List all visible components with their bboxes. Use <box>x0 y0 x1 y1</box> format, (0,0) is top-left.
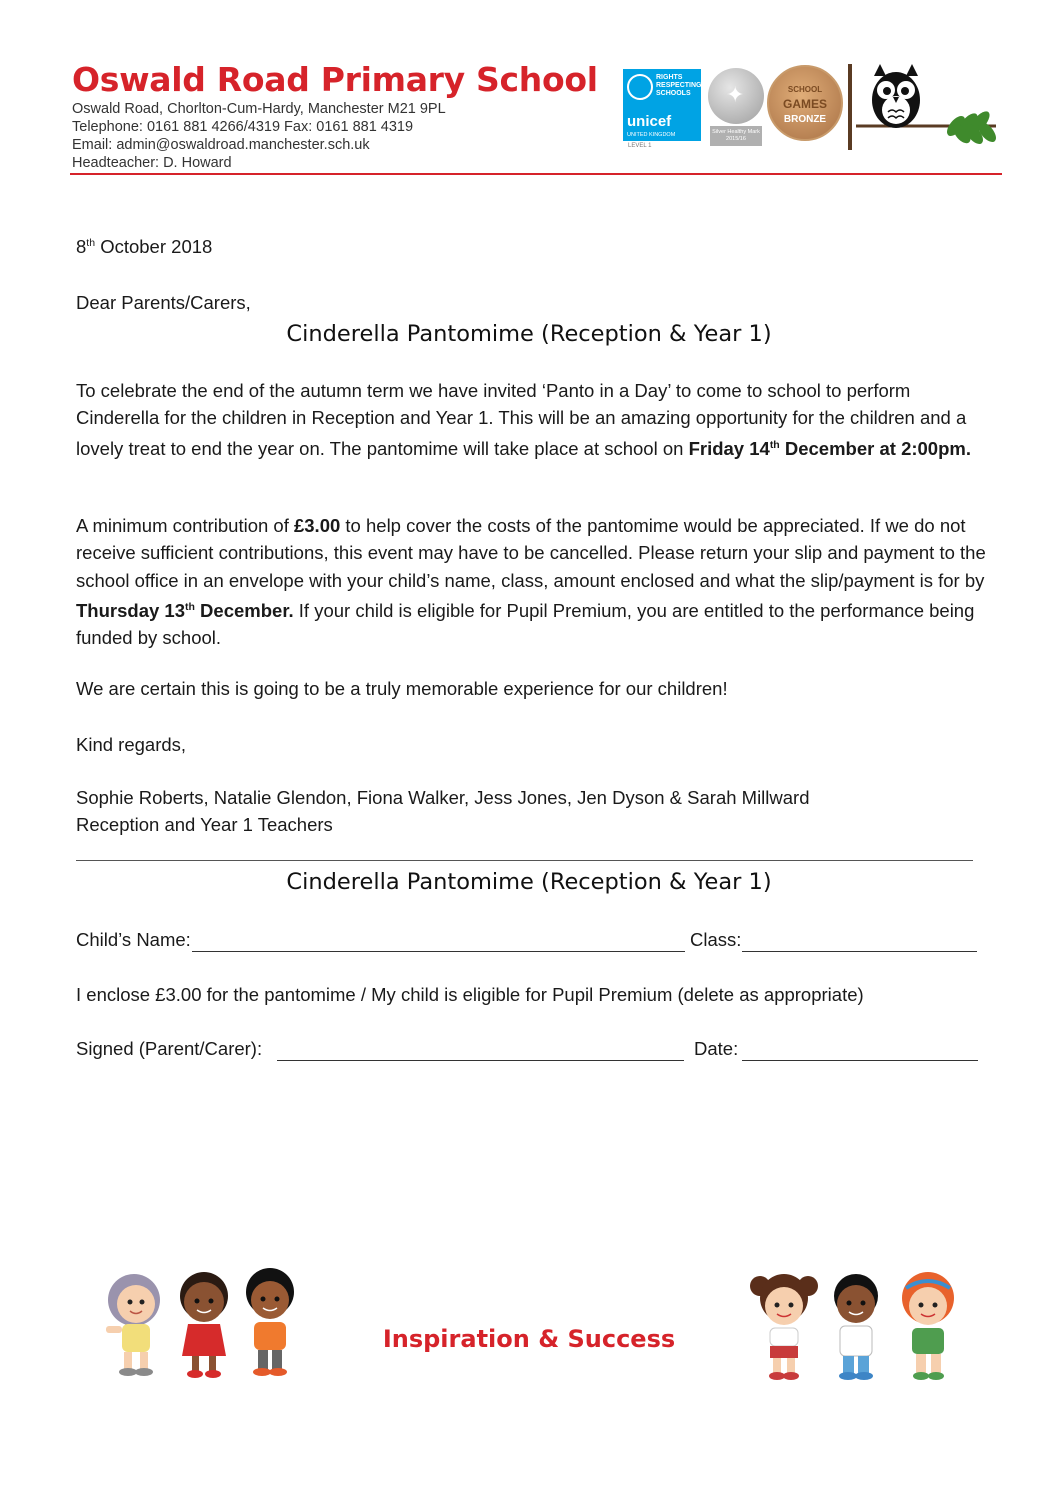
children-illustration-left-icon <box>96 1264 312 1384</box>
signatory-role: Reception and Year 1 Teachers <box>76 814 333 835</box>
school-address: Oswald Road, Chorlton-Cum-Hardy, Manchester M21 9PL <box>72 101 446 117</box>
deadline-day: Thursday 13 <box>76 600 185 622</box>
silver-award-tag: Silver Healthy Mark 2015/16 <box>710 126 762 146</box>
contribution-text-a: A minimum contribution of <box>76 515 294 536</box>
signoff: Kind regards, <box>76 734 187 755</box>
children-illustration-right-icon <box>746 1266 968 1390</box>
games-line3: BRONZE <box>783 114 827 125</box>
school-name: Oswald Road Primary School <box>72 60 598 99</box>
paragraph-intro <box>76 377 986 462</box>
deadline-suffix: th <box>185 600 195 613</box>
enclose-statement: I enclose £3.00 for the pantomime / My child is eligible for Pupil Premium (delete as appropriate) <box>76 984 864 1005</box>
event-date-suffix: th <box>769 438 780 451</box>
date-day: 8 <box>76 236 87 257</box>
event-date-rest: December at 2:00pm. <box>779 437 971 459</box>
unicef-subtitle: UNITED KINGDOM <box>627 132 676 138</box>
signatory-names: Sophie Roberts, Natalie Glendon, Fiona Walker, Jess Jones, Jen Dyson & Sarah Millward <box>76 787 810 808</box>
class-field[interactable] <box>742 951 977 952</box>
rrs-text: RIGHTS RESPECTING SCHOOLS <box>656 74 702 97</box>
slip-title: Cinderella Pantomime (Reception & Year 1) <box>286 869 772 895</box>
signature-field[interactable] <box>277 1060 684 1061</box>
globe-badge-icon <box>627 74 653 100</box>
rights-respecting-schools-logo <box>623 69 701 141</box>
healthy-schools-logo <box>708 68 764 124</box>
class-label: Class: <box>690 929 742 950</box>
letterhead <box>70 60 1004 178</box>
branch-post <box>848 64 852 150</box>
signatures <box>76 784 986 838</box>
headteacher: Headteacher: D. Howard <box>72 155 232 171</box>
greeting: Dear Parents/Carers, <box>76 292 251 313</box>
school-tagline: Inspiration & Success <box>382 1325 676 1353</box>
child-name-field[interactable] <box>192 951 685 952</box>
people-icon: ✦ <box>726 82 745 107</box>
games-line2: GAMES <box>782 97 827 111</box>
school-games-bronze-logo <box>767 65 843 141</box>
contribution-text-c: If your child is eligible for Pupil Premium, you are entitled to the performance being funded by school. <box>76 600 975 649</box>
unicef-wordmark: unicef <box>627 113 672 130</box>
paragraph-closing: We are certain this is going to be a truly memorable experience for our children! <box>76 678 728 699</box>
date-field[interactable] <box>742 1060 978 1061</box>
letter-date <box>76 236 212 258</box>
games-line1: SCHOOL <box>787 85 823 94</box>
event-date <box>689 438 971 459</box>
slip-cut-line <box>76 860 973 861</box>
school-telephone: Telephone: 0161 881 4266/4319 Fax: 0161 881 4319 <box>72 119 414 135</box>
return-deadline <box>76 600 294 621</box>
event-date-day: Friday 14 <box>688 437 770 459</box>
date-month-year: October 2018 <box>95 236 213 257</box>
child-name-row <box>76 929 978 953</box>
paragraph-contribution <box>76 512 986 652</box>
contribution-amount: £3.00 <box>293 515 341 536</box>
header-divider <box>70 173 1002 175</box>
intro-text: To celebrate the end of the autumn term we have invited ‘Panto in a Day’ to come to school to perform Cinderella for the children in Reception and Year 1. This will be an amazing opportunity for the children and a lovely treat to end the year on. The pantomime will take place at school on <box>76 380 967 459</box>
signed-label: Signed (Parent/Carer): <box>76 1038 263 1059</box>
child-name-label: Child’s Name: <box>76 929 191 950</box>
owl-on-branch-icon <box>856 64 1002 150</box>
contribution-text-b: to help cover the costs of the pantomime would be appreciated. If we do not receive sufficient contributions, this event may have to be cancelled. Please return your slip and payment to the school office in an envelope with your child’s name, class, amount enclosed and what the slip/payment is for by <box>76 515 986 591</box>
school-email: Email: admin@oswaldroad.manchester.sch.uk <box>72 137 370 153</box>
contact-details <box>72 100 446 172</box>
deadline-rest: December. <box>194 600 294 622</box>
letter-title: Cinderella Pantomime (Reception & Year 1) <box>286 321 772 347</box>
date-suffix: th <box>86 236 96 249</box>
signature-row <box>76 1038 979 1062</box>
date-label: Date: <box>694 1038 739 1059</box>
unicef-level: LEVEL 1 <box>628 143 652 149</box>
